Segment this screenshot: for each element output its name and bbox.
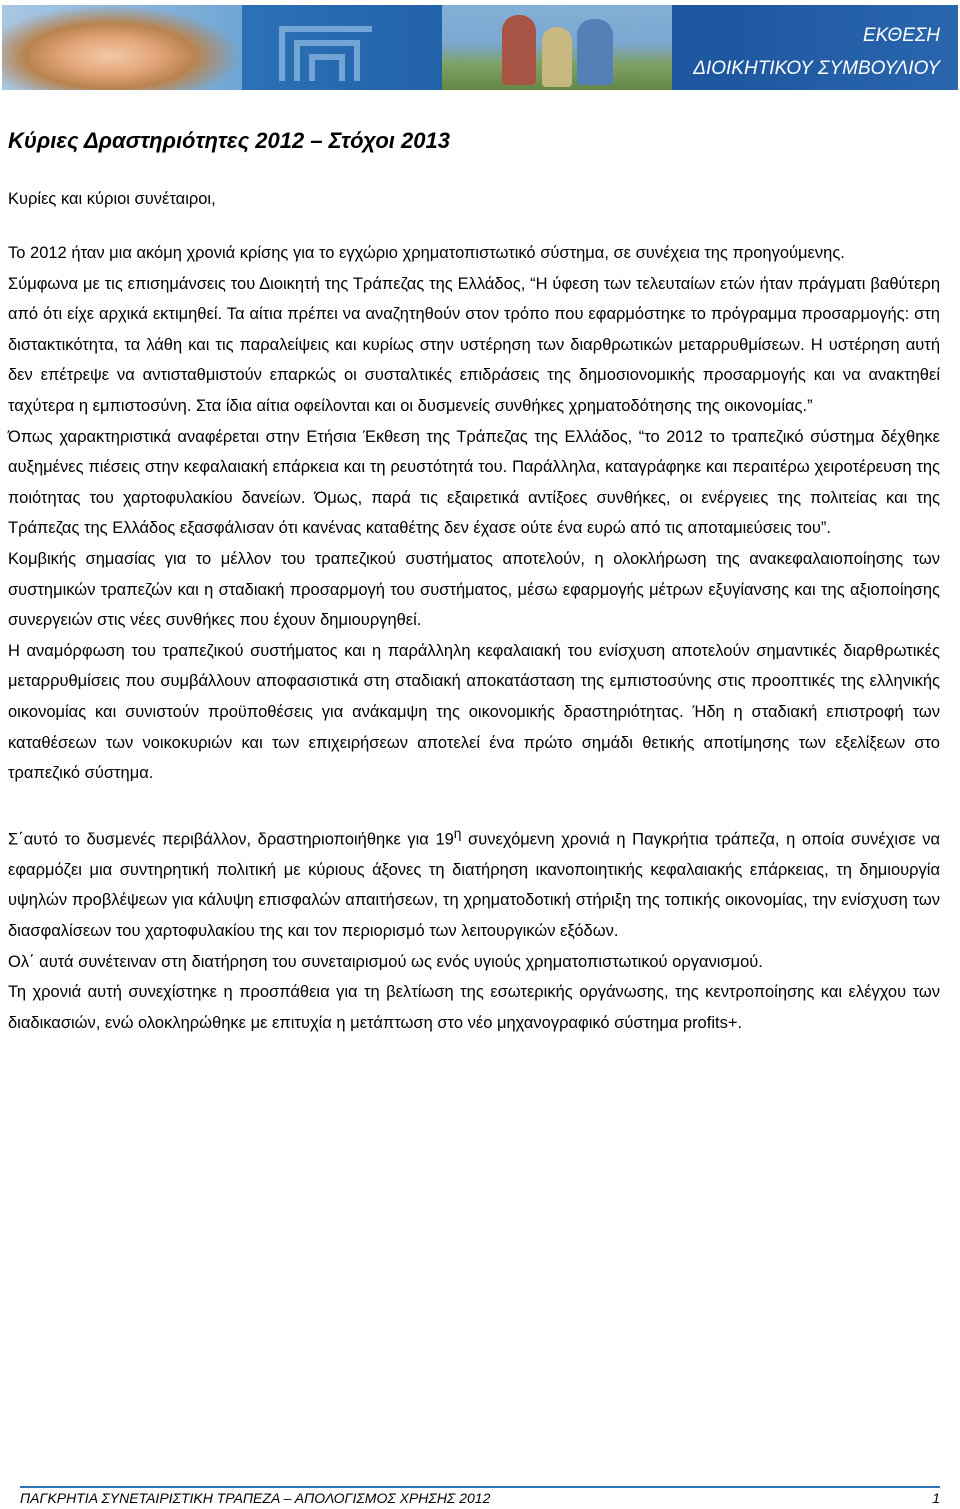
bank-logo-icon: [252, 11, 402, 90]
page-heading: Κύριες Δραστηριότητες 2012 – Στόχοι 2013: [8, 128, 450, 153]
paragraph: Όπως χαρακτηριστικά αναφέρεται στην Ετήσια Έκθεση της Τράπεζας της Ελλάδος, “το 2012 το τραπεζικό σύστημα δέχθηκε αυξημένες πιέσεις στην κεφαλαιακή επάρκεια και τη ρευστότητά του. Παράλληλα, καταγράφηκε και περαιτέρω χειροτέρευση της ποιότητας του χαρτοφυλακίου δανείων. Όμως, παρά τις εξαιρετικά αντίξοες συνθήκες, οι ενέργειες της πολιτείας και της Τράπεζας της Ελλάδος εξασφάλισαν ότι κανένας καταθέτης δεν έχασε ούτε ένα ευρώ από τις αποταμιεύσεις του”.: [8, 427, 940, 538]
banner-title-line2: ΔΙΟΙΚΗΤΙΚΟΥ ΣΥΜΒΟΥΛΙΟΥ: [693, 58, 940, 79]
banner-title: [693, 19, 940, 85]
greeting: Κυρίες και κύριοι συνέταιροι,: [8, 190, 216, 208]
paragraph: Τη χρονιά αυτή συνεχίστηκε η προσπάθεια για τη βελτίωση της εσωτερικής οργάνωσης, της κεντροποίησης και ελέγχου των διαδικασιών, ενώ ολοκληρώθηκε με επιτυχία η μετάπτωση στο νέο μηχανογραφικό σύστημα profits+.: [8, 983, 940, 1032]
footer-title: ΠΑΓΚΡΗΤΙΑ ΣΥΝΕΤΑΙΡΙΣΤΙΚΗ ΤΡΑΠΕΖΑ – ΑΠΟΛΟΓΙΣΜΟΣ ΧΡΗΣΗΣ 2012: [20, 1490, 491, 1506]
banner-photo-girl: [2, 5, 242, 90]
footer: [20, 1490, 940, 1506]
paragraph: Κομβικής σημασίας για το μέλλον του τραπεζικού συστήματος αποτελούν, η ολοκλήρωση της ανακεφαλαιοποίησης των συστημικών τραπεζών και η σταδιακή προσαρμογή του συστήματος, μέσω εφαρμογής μέτρων εξυγίανσης και της αξιοποίησης συνεργειών στις νέες συνθήκες που έχουν δημιουργηθεί.: [8, 549, 940, 630]
paragraph: Η αναμόρφωση του τραπεζικού συστήματος και η παράλληλη κεφαλαιακή του ενίσχυση αποτελούν σημαντικές διαρθρωτικές μεταρρυθμίσεις που συμβάλλουν αποφασιστικά στη σταδιακή αποκατάσταση της εμπιστοσύνης στις προοπτικές της ελληνικής οικονομίας και συνιστούν προϋποθέσεις για ανάκαμψη της οικονομικής δραστηριότητας. Ήδη η σταδιακή επιστροφή των καταθέσεων των νοικοκυριών και των επιχειρήσεων αποτελεί ένα πρώτο σημάδι θετικής αποτίμησης των εξελίξεων στο τραπεζικό σύστημα.: [8, 641, 940, 783]
paragraph-text: συνεχόμενη χρονιά η Παγκρήτια τράπεζα, η οποία συνέχισε να εφαρμόζει μια συντηρητική πολιτική με κύριους άξονες τη διατήρηση ικανοποιητικής κεφαλαιακής επάρκειας, τη δημιουργία υψηλών προβλέψεων για κάλυψη επισφαλών απαιτήσεων, τη χρηματοδοτική στήριξη της τοπικής οικονομίας, την ενίσχυση των διασφαλίσεων του χαρτοφυλακίου της και τον περιορισμό των λειτουργικών εξόδων.: [8, 830, 940, 940]
report-body: [8, 238, 940, 1038]
footer-rule: [20, 1486, 940, 1488]
banner-title-line1: ΕΚΘΕΣΗ: [862, 25, 940, 46]
paragraph: [8, 819, 940, 947]
banner-photo-family: [442, 5, 672, 90]
paragraph-text: Σ΄αυτό το δυσμενές περιβάλλον, δραστηριοποιήθηκε για 19: [8, 830, 454, 849]
paragraph: Σύμφωνα με τις επισημάνσεις του Διοικητή της Τράπεζας της Ελλάδος, “Η ύφεση των τελευταίων ετών ήταν πράγματι βαθύτερη από ότι είχε αρχικά εκτιμηθεί. Τα αίτια πρέπει να αναζητηθούν στον τρόπο που εφαρμόστηκε το πρόγραμμα προσαρμογής: στη διστακτικότητα, τα λάθη και τις παραλείψεις και κυρίως στην υστέρηση των διαρθρωτικών μεταρρυθμίσεων. Η υστέρηση αυτή δεν επέτρεψε να αντισταθμιστούν επαρκώς οι συσταλτικές επιδράσεις της δημοσιονομικής προσαρμογής και να ανακτηθεί ταχύτερα η εμπιστοσύνη. Στα ίδια αίτια οφείλονται και οι δυσμενείς συνθήκες χρηματοδότησης της οικονομίας.”: [8, 274, 940, 415]
ordinal-superscript: η: [453, 825, 462, 841]
paragraph: Ολ΄ αυτά συνέτειναν στη διατήρηση του συνεταιρισμού ως ενός υγιούς χρηματοπιστωτικού οργανισμού.: [8, 952, 763, 971]
paragraph: Το 2012 ήταν μια ακόμη χρονιά κρίσης για το εγχώριο χρηματοπιστωτικό σύστημα, σε συνέχεια της προηγούμενης.: [8, 244, 845, 262]
page-number: 1: [932, 1490, 940, 1506]
header-banner: [2, 5, 958, 90]
